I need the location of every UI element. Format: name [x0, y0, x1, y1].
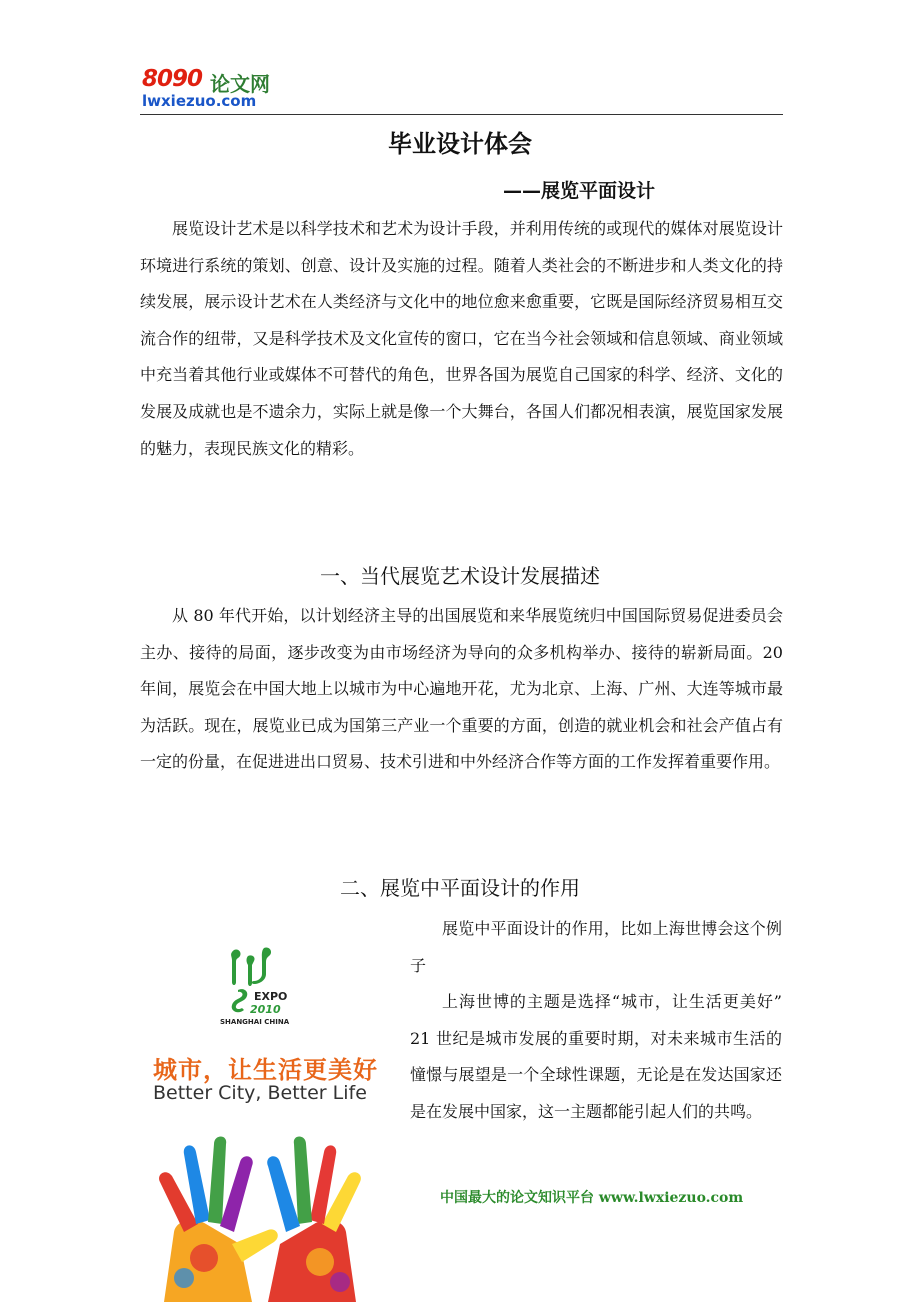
page-subtitle: ——展览平面设计	[503, 180, 656, 202]
logo-text: 论文网	[210, 72, 270, 96]
section1-heading: 一、当代展览艺术设计发展描述	[320, 564, 600, 588]
header-divider	[140, 114, 783, 115]
footer-text: 中国最大的论文知识平台 www.lwxiezuo.com	[440, 1190, 744, 1206]
page-title: 毕业设计体会	[388, 130, 532, 158]
section1-paragraph: 从 80 年代开始，以计划经济主导的出国展览和来华展览统归中国国际贸易促进委员会主办、接待的局面，逐步改变为由市场经济为导向的众多机构举办、接待的崭新局面。20 年间，展览会在中国大地上以城市为中心遍地开花，尤为北京、上海、广州、大连等城市最为活跃。现在，展览业已成为国第三产业一个重要的方面，创造的就业机会和社会产值占有一定的份量，在促进进出口贸易、技术引进和中外经济合作等方面的工作发挥着重要作用。	[140, 606, 783, 772]
painted-hands-image	[144, 1132, 376, 1302]
intro-paragraph: 展览设计艺术是以科学技术和艺术为设计手段，并利用传统的或现代的媒体对展览设计环境进行系统的策划、创意、设计及实施的过程。随着人类社会的不断进步和人类文化的持续发展，展示设计艺术在人类经济与文化中的地位愈来愈重要，它既是国际经济贸易相互交流合作的纽带，又是科学技术及文化宣传的窗口，它在当今社会领域和信息领域、商业领域中充当着其他行业或媒体不可替代的角色，世界各国为展览自己国家的科学、经济、文化的发展及成就也是不遗余力，实际上就是像一个大舞台，各国人们都况相表演，展览国家发展的魅力，表现民族文化的精彩。	[140, 219, 783, 458]
section2-paragraph-1: 展览中平面设计的作用，比如上海世博会这个例子	[410, 919, 782, 975]
expo-label: EXPO	[254, 990, 288, 1003]
expo-2010-emblem	[220, 944, 294, 1026]
right-hand	[267, 1137, 361, 1302]
section2-heading: 二、展览中平面设计的作用	[340, 876, 580, 900]
expo-slogan-en: Better City, Better Life	[153, 1082, 367, 1104]
expo-slogan-cn: 城市，让生活更美好	[153, 1056, 378, 1084]
section2-paragraph-2: 上海世博的主题是选择“城市，让生活更美好” 21 世纪是城市发展的重要时期，对未来城市生活的憧憬与展望是一个全球性课题，无论是在发达国家还是在发展中国家，这一主题都能引起人们的共鸣。	[410, 992, 782, 1121]
expo-year: 2010	[250, 1003, 281, 1016]
logo-url: lwxiezuo.com	[142, 92, 257, 110]
expo-location: SHANGHAI CHINA	[220, 1018, 290, 1026]
logo-number: 8090	[142, 66, 203, 92]
site-logo[interactable]	[142, 66, 282, 110]
left-hand	[159, 1137, 278, 1302]
